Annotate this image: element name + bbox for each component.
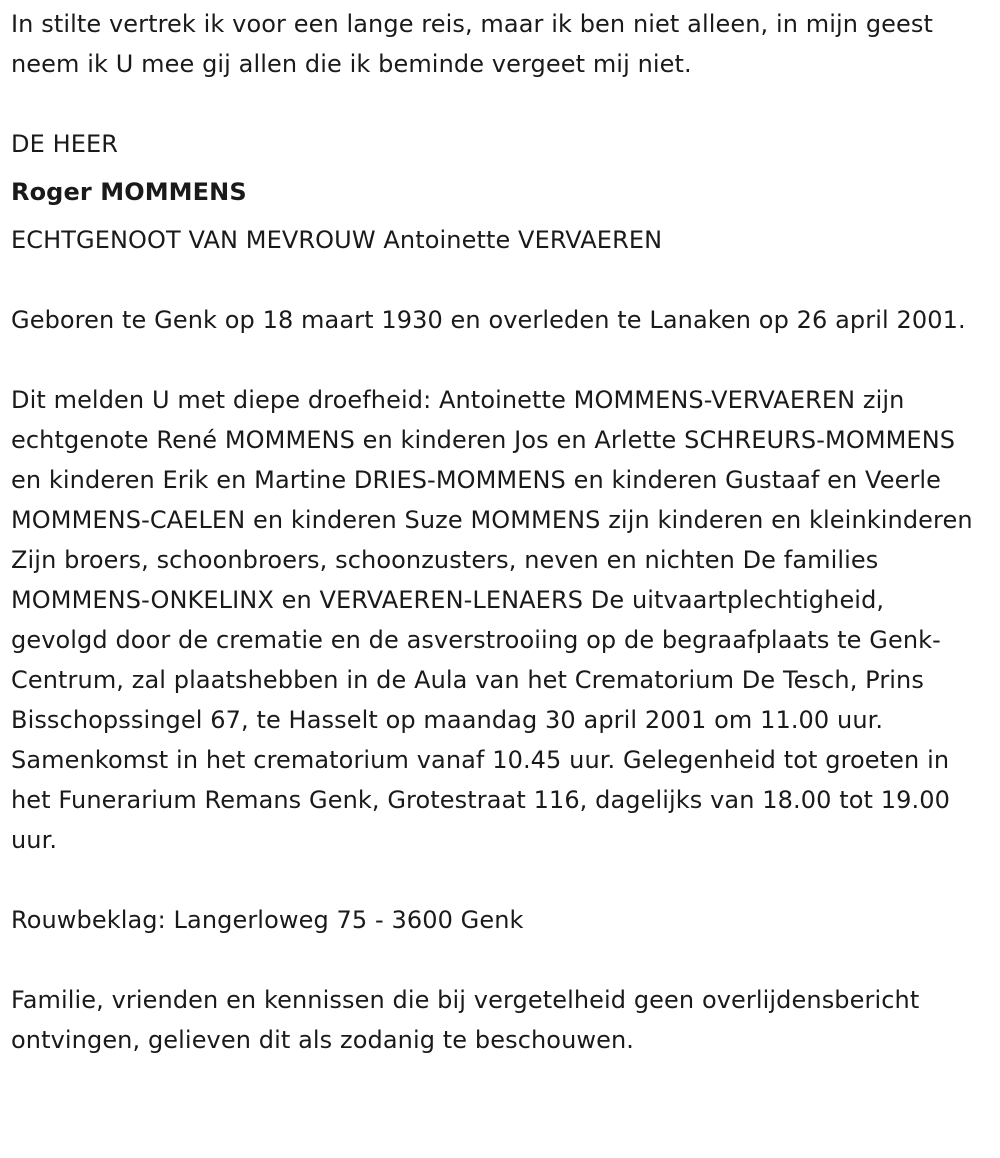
spouse-line: ECHTGENOOT VAN MEVROUW Antoinette VERVAEREN (11, 226, 663, 254)
closing-paragraph: Familie, vrienden en kennissen die bij vergetelheid geen overlijdensbericht ontvingen, gelieven dit als zodanig te beschouwen. (11, 986, 920, 1054)
notice-paragraph: Dit melden U met diepe droefheid: Antoinette MOMMENS-VERVAEREN zijn echtgenote René MOMMENS en kinderen Jos en Arlette SCHREURS-MOMMENS en kinderen Erik en Martine DRIES-MOMMENS en kinderen Gustaaf en Veerle MOMMENS-CAELEN en kinderen Suze MOMMENS zijn kinderen en kleinkinderen Zijn broers, schoonbroers, schoonzusters, neven en nichten De families MOMMENS-ONKELINX en VERVAEREN-LENAERS De uitvaartplechtigheid, gevolgd door de crematie en de asverstrooiing op de begraafplaats te Genk-Centrum, zal plaatshebben in de Aula van het Crematorium De Tesch, Prins Bisschopssingel 67, te Hasselt op maandag 30 april 2001 om 11.00 uur. Samenkomst in het crematorium vanaf 10.45 uur. Gelegenheid tot groeten in het Funerarium Remans Genk, Grotestraat 116, dagelijks van 18.00 tot 19.00 uur. (11, 386, 973, 854)
birth-death-line: Geboren te Genk op 18 maart 1930 en overleden te Lanaken op 26 april 2001. (11, 306, 966, 334)
intro-poem: In stilte vertrek ik voor een lange reis, maar ik ben niet alleen, in mijn geest neem ik U mee gij allen die ik beminde vergeet mij niet. (11, 10, 934, 78)
deceased-name: Roger MOMMENS (11, 178, 247, 206)
honorific: DE HEER (11, 130, 119, 158)
condolence-address: Rouwbeklag: Langerloweg 75 - 3600 Genk (11, 906, 524, 934)
